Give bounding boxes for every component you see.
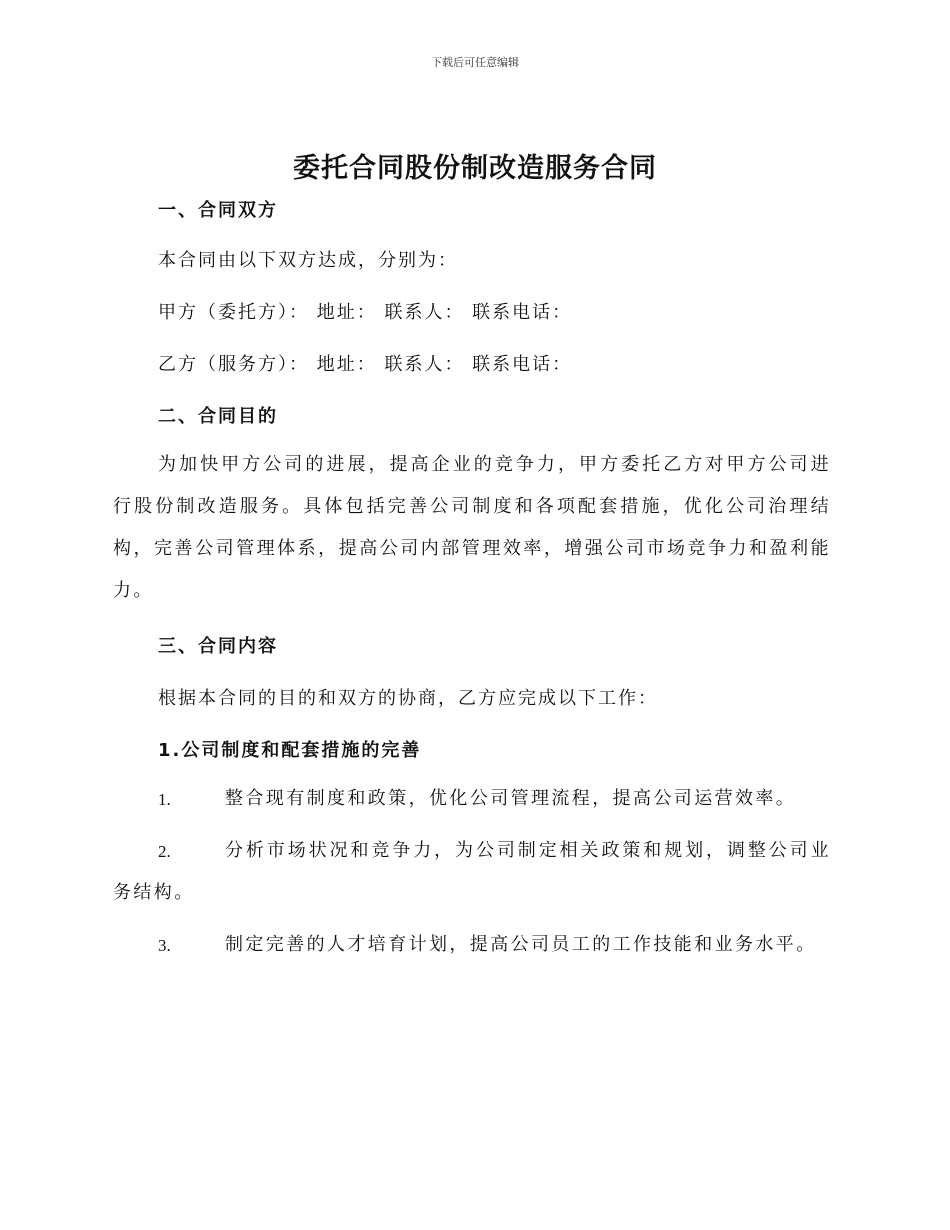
page-header-note: 下载后可任意编辑: [431, 56, 519, 69]
section-heading-parties: 一、合同双方: [158, 200, 278, 221]
party-b-line: 乙方（服务方）： 地址： 联系人： 联系电话：: [158, 354, 573, 375]
list-item-text: 分析市场状况和竞争力，为公司制定相关政策和规划，调整公司业务结构。: [113, 840, 831, 903]
section-heading-purpose: 二、合同目的: [158, 406, 278, 427]
content-intro: 根据本合同的目的和双方的协商，乙方应完成以下工作：: [158, 688, 658, 709]
list-item-text: 制定完善的人才培育计划，提高公司员工的工作技能和业务水平。: [225, 934, 817, 955]
section-heading-content: 三、合同内容: [158, 636, 278, 657]
parties-intro: 本合同由以下双方达成，分别为：: [158, 250, 458, 271]
list-item-number: 3.: [158, 936, 171, 955]
list-item-number: 1.: [158, 790, 171, 809]
party-a-line: 甲方（委托方）： 地址： 联系人： 联系电话：: [158, 302, 573, 323]
list-item-number: 2.: [158, 842, 171, 861]
content-subheading: 1.公司制度和配套措施的完善: [158, 740, 422, 761]
list-item-text: 整合现有制度和政策，优化公司管理流程，提高公司运营效率。: [225, 788, 797, 809]
document-title: 委托合同股份制改造服务合同: [293, 153, 657, 184]
purpose-paragraph: 为加快甲方公司的进展，提高企业的竞争力，甲方委托乙方对甲方公司进行股份制改造服务。具体包括完善公司制度和各项配套措施，优化公司治理结构，完善公司管理体系，提高公司内部管理效率，增强公司市场竞争力和盈利能力。: [113, 454, 831, 601]
